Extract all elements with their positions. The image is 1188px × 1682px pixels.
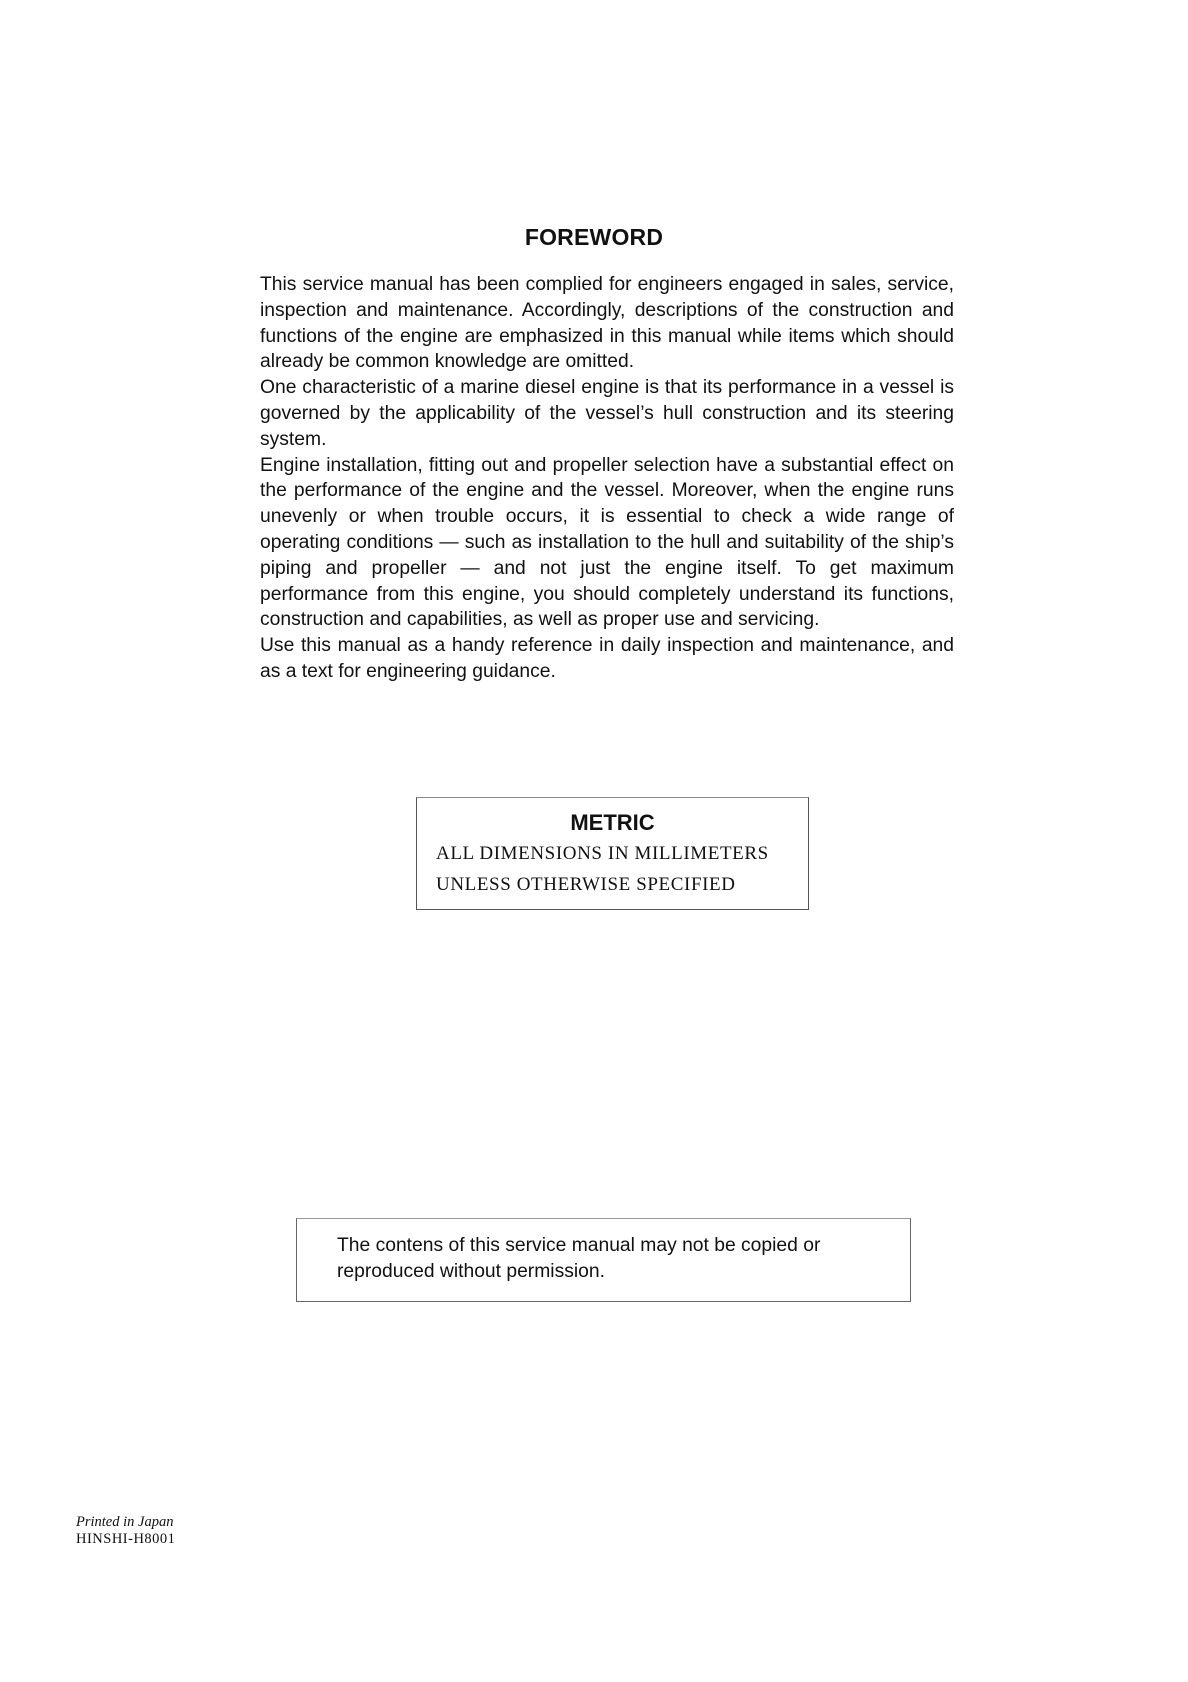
metric-line-dimensions: ALL DIMENSIONS IN MILLIMETERS: [436, 843, 769, 864]
metric-line-unless: UNLESS OTHERWISE SPECIFIED: [436, 874, 736, 895]
metric-title: METRIC: [570, 810, 655, 835]
foreword-paragraph: Engine installation, fitting out and propeller selection have a substantial effect on the performance of the engine and the vessel. Moreover, when the engine runs unevenly or when trouble occurs, it is essential to check a wide range of operating conditions — such as installation to the hull and suitability of the ship’s piping and propeller — and not just the engine itself. To get maximum performance from this engine, you should completely understand its functions, construction and capabilities, as well as proper use and servicing.: [260, 454, 954, 631]
foreword-paragraph: Use this manual as a handy reference in daily inspection and maintenance, and as a text for engineering guidance.: [260, 635, 954, 682]
document-code: HINSHI-H8001: [76, 1531, 176, 1547]
copyright-notice-text: The contens of this service manual may not be copied or reproduced without permission.: [337, 1235, 821, 1282]
printed-in-label: Printed in Japan: [76, 1514, 174, 1530]
foreword-paragraph: One characteristic of a marine diesel engine is that its performance in a vessel is governed by the applicability of the vessel’s hull construction and its steering system.: [260, 377, 954, 450]
metric-notice-box: [416, 797, 809, 910]
foreword-paragraph: This service manual has been complied for engineers engaged in sales, service, inspection and maintenance. Accordingly, descriptions of the construction and functions of the engine are emphasized in this manual while items which should already be common knowledge are omitted.: [260, 274, 954, 373]
copyright-notice-box: [296, 1218, 911, 1302]
foreword-body: [260, 272, 954, 685]
print-info: [76, 1514, 175, 1548]
page-title: FOREWORD: [524, 224, 664, 250]
